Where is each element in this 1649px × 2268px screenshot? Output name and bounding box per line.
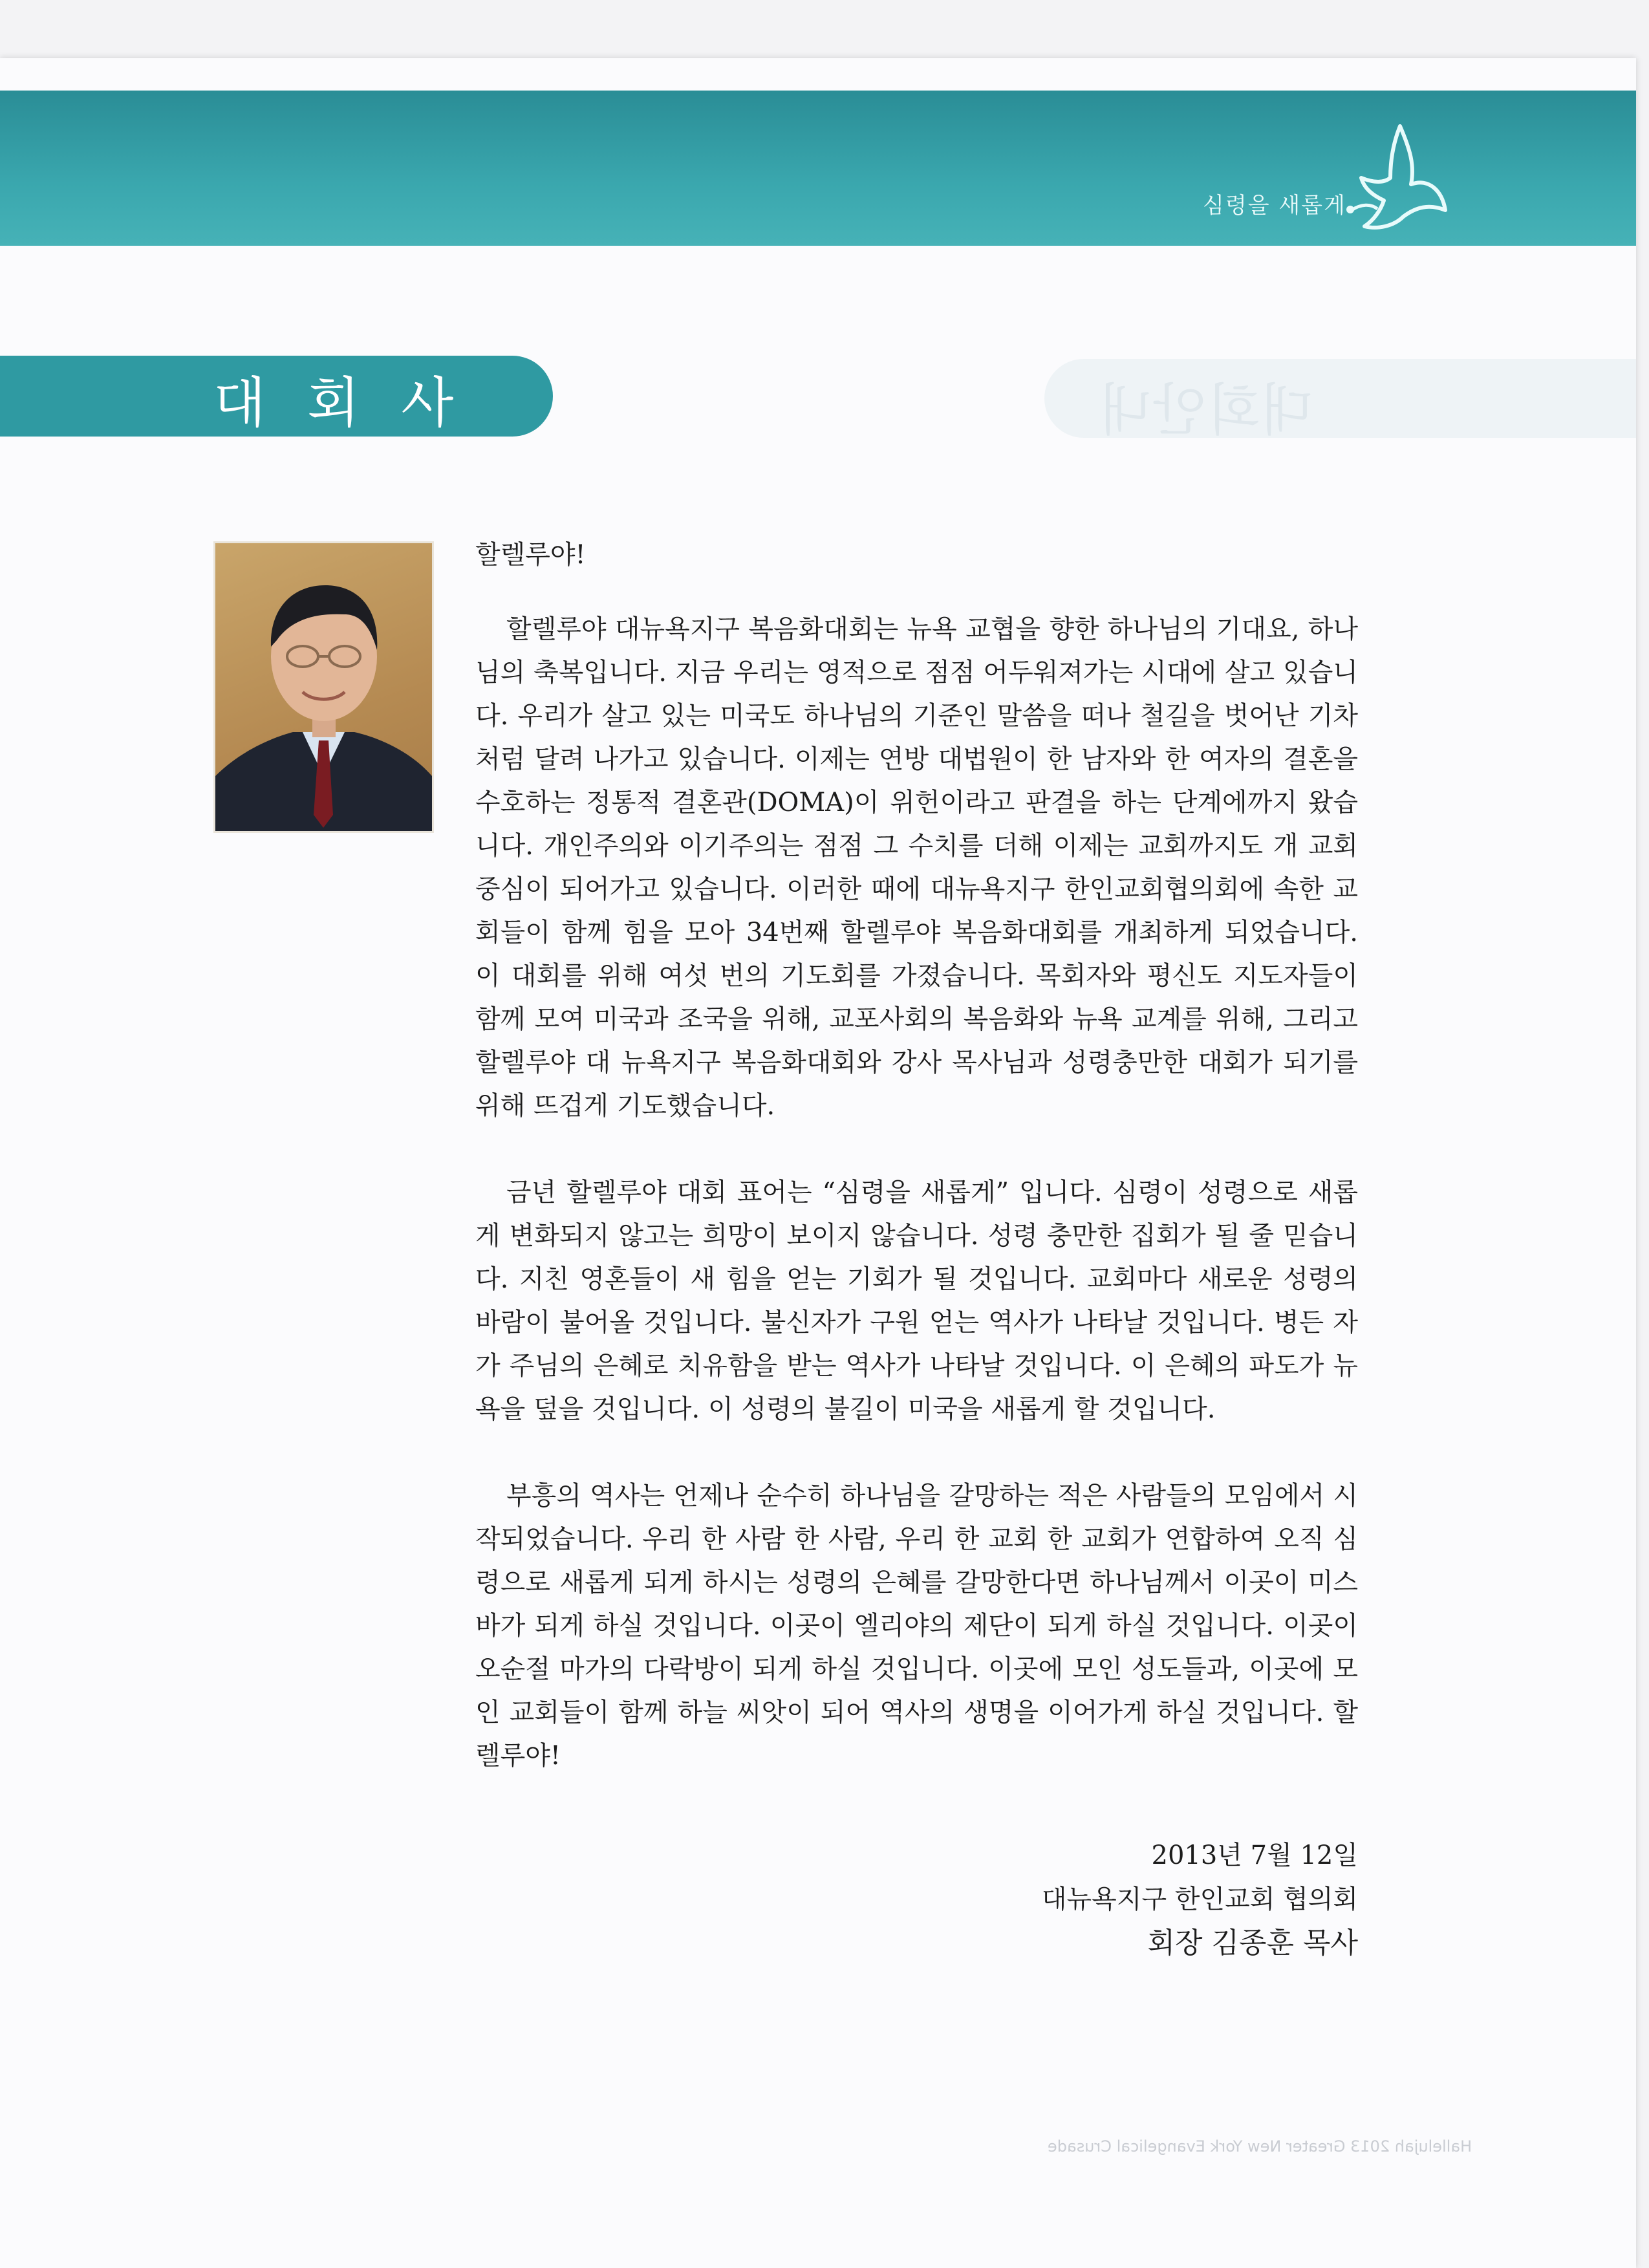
page-title: 대회사 <box>213 371 495 435</box>
dove-icon <box>1339 113 1449 249</box>
portrait-figure-icon <box>215 543 432 831</box>
bleed-through-footer: Hallelujah 2013 Greater New York Evangelical Crusade <box>1048 2137 1472 2155</box>
signature-date: 2013년 7월 12일 <box>1151 1841 1358 1870</box>
letter-paragraph-3: 부흥의 역사는 언제나 순수히 하나님을 갈망하는 적은 사람들의 모임에서 시작되었습니다. 우리 한 사람 한 사람, 우리 한 교회 한 교회가 연합하여 오직 심령으로 새롭게 되게 하시는 성령의 은혜를 갈망한다면 하나님께서 이곳이 미스바가 되게 하실 것입니다. 이곳이 엘리야의 제단이 되게 하실 것입니다. 이곳이 오순절 마가의 다락방이 되게 하실 것입니다. 이곳에 모인 성도들과, 이곳에 모인 교회들이 함께 하늘 씨앗이 되어 역사의 생명을 이어가게 하실 것입니다. 할렐루야! <box>475 1481 1358 1771</box>
portrait-photo <box>215 543 432 831</box>
greeting: 할렐루야! <box>475 540 586 570</box>
letter-paragraph-2: 금년 할렐루야 대회 표어는 “심령을 새롭게” 입니다. 심령이 성령으로 새롭게 변화되지 않고는 희망이 보이지 않습니다. 성령 충만한 집회가 될 줄 믿습니다. 지친 영혼들이 새 힘을 얻는 기회가 될 것입니다. 교회마다 새로운 성령의 바람이 불어올 것입니다. 불신자가 구원 얻는 역사가 나타날 것입니다. 병든 자가 주님의 은혜로 치유함을 받는 역사가 나타날 것입니다. 이 은혜의 파도가 뉴욕을 덮을 것입니다. 이 성령의 불길이 미국을 새롭게 할 것입니다. <box>475 1178 1358 1424</box>
header-caption: 심령을 새롭게 <box>1203 193 1346 219</box>
signature-block <box>1042 1833 1358 1965</box>
bleed-through-title: 대회안내 <box>1099 378 1315 443</box>
letter-body <box>475 534 1358 1821</box>
letter-paragraph-1: 할렐루야 대뉴욕지구 복음화대회는 뉴욕 교협을 향한 하나님의 기대요, 하나님의 축복입니다. 지금 우리는 영적으로 점점 어두워져가는 시대에 살고 있습니다. 우리가 살고 있는 미국도 하나님의 기준인 말씀을 떠나 철길을 벗어난 기차처럼 달려 나가고 있습니다. 이제는 연방 대법원이 한 남자와 한 여자의 결혼을 수호하는 정통적 결혼관(DOMA)이 위헌이라고 판결을 하는 단계에까지 왔습니다. 개인주의와 이기주의는 점점 그 수치를 더해 이제는 교회까지도 개 교회중심이 되어가고 있습니다. 이러한 때에 대뉴욕지구 한인교회협의회에 속한 교회들이 함께 힘을 모아 34번째 할렐루야 복음화대회를 개최하게 되었습니다. 이 대회를 위해 여섯 번의 기도회를 가졌습니다. 목회자와 평신도 지도자들이 함께 모여 미국과 조국을 위해, 교포사회의 복음화와 뉴욕 교계를 위해, 그리고 할렐루야 대 뉴욕지구 복음화대회와 강사 목사님과 성령충만한 대회가 되기를 위해 뜨겁게 기도했습니다. <box>475 614 1358 1121</box>
signature-org: 대뉴욕지구 한인교회 협의회 <box>1041 1885 1358 1914</box>
signature-name: 회장 김종훈 목사 <box>1147 1927 1358 1960</box>
